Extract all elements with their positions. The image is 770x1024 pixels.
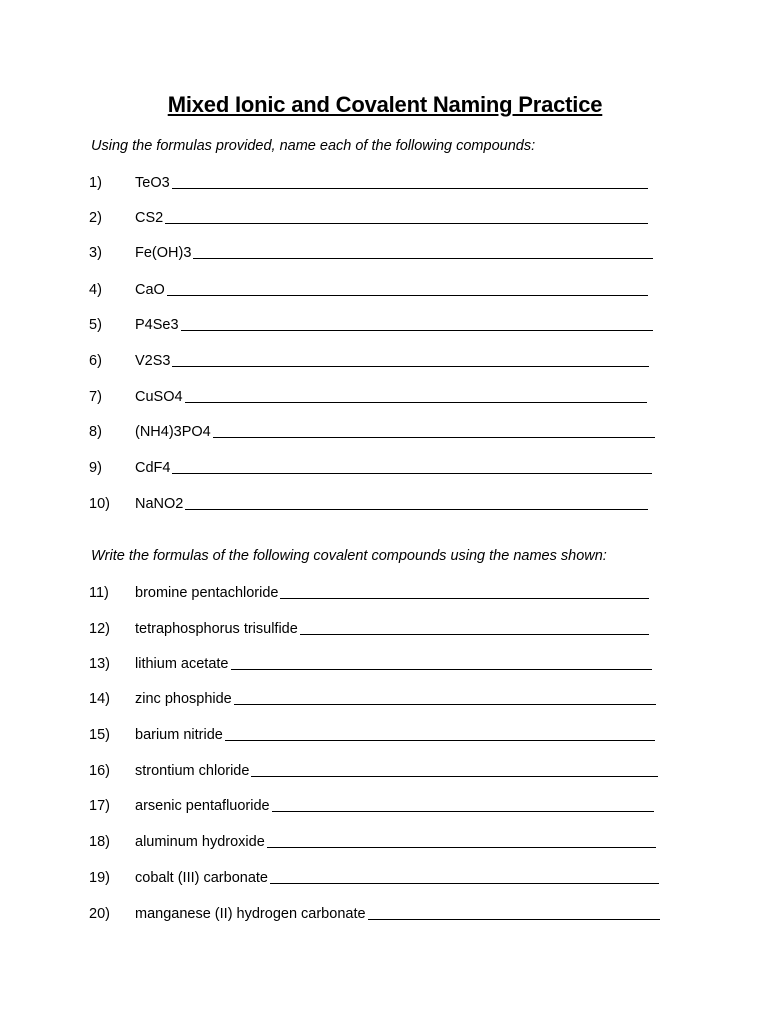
- question-prompt-wrapper: [135, 424, 655, 440]
- question-row: [0, 460, 770, 482]
- answer-blank[interactable]: [181, 329, 653, 331]
- question-prompt-wrapper: [135, 621, 649, 637]
- question-prompt: strontium chloride: [135, 763, 250, 779]
- question-row: [0, 424, 770, 446]
- answer-blank[interactable]: [172, 365, 649, 367]
- question-number: 1): [89, 175, 102, 191]
- question-prompt-wrapper: [135, 460, 652, 476]
- question-row: [0, 727, 770, 749]
- question-row: [0, 175, 770, 197]
- question-number: 8): [89, 424, 102, 440]
- answer-blank[interactable]: [270, 882, 659, 884]
- question-row: [0, 496, 770, 518]
- question-row: [0, 282, 770, 304]
- question-prompt-wrapper: [135, 834, 656, 850]
- page-title: Mixed Ionic and Covalent Naming Practice: [167, 92, 603, 117]
- question-prompt: TeO3: [135, 175, 170, 191]
- question-number: 18): [89, 834, 110, 850]
- question-row: [0, 834, 770, 856]
- question-prompt-wrapper: [135, 691, 656, 707]
- question-prompt-wrapper: [135, 245, 653, 261]
- answer-blank[interactable]: [167, 294, 648, 296]
- question-number: 5): [89, 317, 102, 333]
- question-row: [0, 389, 770, 411]
- question-prompt: tetraphosphorus trisulfide: [135, 621, 298, 637]
- question-number: 14): [89, 691, 110, 707]
- question-prompt-wrapper: [135, 317, 653, 333]
- question-prompt: CaO: [135, 282, 165, 298]
- section1-instruction: Using the formulas provided, name each of the following compounds:: [91, 138, 536, 154]
- question-prompt-wrapper: [135, 656, 652, 672]
- question-number: 2): [89, 210, 102, 226]
- question-number: 17): [89, 798, 110, 814]
- question-number: 4): [89, 282, 102, 298]
- question-number: 13): [89, 656, 110, 672]
- question-number: 10): [89, 496, 110, 512]
- question-number: 20): [89, 906, 110, 922]
- question-prompt: CuSO4: [135, 389, 183, 405]
- question-prompt-wrapper: [135, 906, 660, 922]
- question-prompt: CdF4: [135, 460, 171, 476]
- question-row: [0, 906, 770, 928]
- answer-blank[interactable]: [172, 187, 648, 189]
- answer-blank[interactable]: [300, 633, 649, 635]
- question-prompt-wrapper: [135, 496, 648, 512]
- question-prompt: CS2: [135, 210, 164, 226]
- question-prompt: NaNO2: [135, 496, 184, 512]
- answer-blank[interactable]: [234, 703, 656, 705]
- question-prompt: bromine pentachloride: [135, 585, 279, 601]
- answer-blank[interactable]: [172, 472, 652, 474]
- question-prompt: Fe(OH)3: [135, 245, 192, 261]
- answer-blank[interactable]: [213, 436, 655, 438]
- question-number: 6): [89, 353, 102, 369]
- question-row: [0, 353, 770, 375]
- answer-blank[interactable]: [185, 508, 648, 510]
- section2-instruction: Write the formulas of the following covalent compounds using the names shown:: [91, 548, 607, 564]
- question-prompt: manganese (II) hydrogen carbonate: [135, 906, 366, 922]
- question-row: [0, 798, 770, 820]
- question-row: [0, 691, 770, 713]
- answer-blank[interactable]: [368, 918, 660, 920]
- answer-blank[interactable]: [185, 401, 647, 403]
- answer-blank[interactable]: [267, 846, 656, 848]
- question-row: [0, 317, 770, 339]
- answer-blank[interactable]: [272, 810, 654, 812]
- question-row: [0, 210, 770, 232]
- answer-blank[interactable]: [231, 668, 653, 670]
- question-prompt-wrapper: [135, 175, 648, 191]
- question-row: [0, 621, 770, 643]
- question-number: 16): [89, 763, 110, 779]
- question-row: [0, 870, 770, 892]
- question-prompt-wrapper: [135, 798, 654, 814]
- question-prompt: lithium acetate: [135, 656, 229, 672]
- answer-blank[interactable]: [225, 739, 655, 741]
- question-prompt: P4Se3: [135, 317, 179, 333]
- question-prompt: (NH4)3PO4: [135, 424, 211, 440]
- question-number: 12): [89, 621, 110, 637]
- question-row: [0, 656, 770, 678]
- question-number: 15): [89, 727, 110, 743]
- question-prompt-wrapper: [135, 870, 659, 886]
- question-prompt: cobalt (III) carbonate: [135, 870, 268, 886]
- answer-blank[interactable]: [193, 257, 653, 259]
- question-number: 9): [89, 460, 102, 476]
- question-number: 19): [89, 870, 110, 886]
- question-prompt-wrapper: [135, 353, 649, 369]
- answer-blank[interactable]: [280, 597, 649, 599]
- question-row: [0, 585, 770, 607]
- question-prompt-wrapper: [135, 389, 647, 405]
- answer-blank[interactable]: [165, 222, 648, 224]
- question-prompt: barium nitride: [135, 727, 223, 743]
- question-prompt: arsenic pentafluoride: [135, 798, 270, 814]
- question-prompt: V2S3: [135, 353, 171, 369]
- question-number: 11): [89, 585, 109, 601]
- question-number: 3): [89, 245, 102, 261]
- question-row: [0, 763, 770, 785]
- question-prompt: zinc phosphide: [135, 691, 232, 707]
- question-prompt-wrapper: [135, 585, 649, 601]
- question-row: [0, 245, 770, 267]
- question-prompt-wrapper: [135, 727, 655, 743]
- question-prompt-wrapper: [135, 282, 648, 298]
- answer-blank[interactable]: [251, 775, 658, 777]
- question-prompt-wrapper: [135, 763, 658, 779]
- question-prompt-wrapper: [135, 210, 648, 226]
- question-prompt: aluminum hydroxide: [135, 834, 265, 850]
- question-number: 7): [89, 389, 102, 405]
